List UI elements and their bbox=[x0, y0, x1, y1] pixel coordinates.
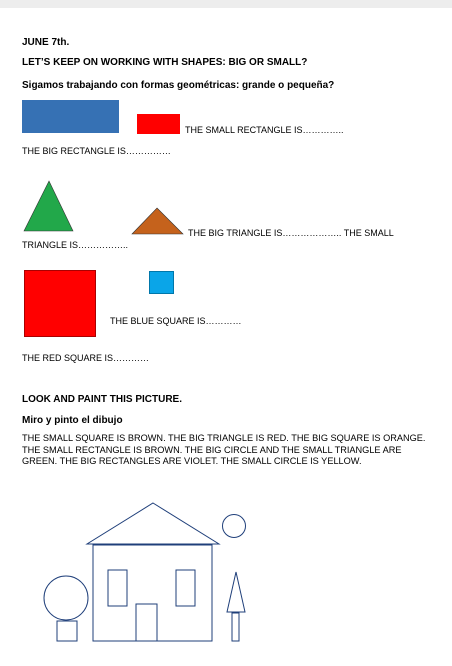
title-spanish: Sigamos trabajando con formas geométricas: grande o pequeña? bbox=[22, 80, 335, 91]
house-body-square bbox=[93, 545, 212, 641]
red-square-sentence: THE RED SQUARE IS………… bbox=[22, 353, 150, 363]
activity-instructions: THE SMALL SQUARE IS BROWN. THE BIG TRIANGLE IS RED. THE BIG SQUARE IS ORANGE. THE SMALL RECTANGLE IS BROWN. THE BIG CIRCLE AND THE SMALL TRIANGLE ARE GREEN. THE BIG RECTANGLES ARE VIOLET. THE SMALL CIRCLE IS YELLOW. bbox=[22, 433, 426, 466]
door-rectangle bbox=[136, 604, 157, 641]
right-window-rectangle bbox=[176, 570, 195, 606]
roof-triangle bbox=[87, 503, 219, 544]
title-english: LET’S KEEP ON WORKING WITH SHAPES: BIG OR SMALL? bbox=[22, 57, 308, 68]
triangle-sentence-line2: TRIANGLE IS…………….. bbox=[22, 240, 129, 250]
date-heading: JUNE 7th. bbox=[22, 37, 70, 48]
activity-title-spanish: Miro y pinto el dibujo bbox=[22, 415, 123, 426]
triangle-sentence-line1: THE BIG TRIANGLE IS……………….. THE SMALL bbox=[188, 228, 394, 238]
left-window-rectangle bbox=[108, 570, 127, 606]
pine-trunk-rectangle bbox=[232, 613, 239, 641]
small-rectangle-sentence: THE SMALL RECTANGLE IS………….. bbox=[185, 125, 344, 135]
sun-small-circle bbox=[223, 515, 246, 538]
big-rectangle-sentence: THE BIG RECTANGLE IS…………… bbox=[22, 146, 171, 156]
blue-square-sentence: THE BLUE SQUARE IS………… bbox=[110, 316, 242, 326]
pine-small-triangle bbox=[227, 572, 245, 612]
activity-title-english: LOOK AND PAINT THIS PICTURE. bbox=[22, 394, 182, 405]
tree-trunk-small-square bbox=[57, 621, 77, 641]
tree-big-circle bbox=[44, 576, 88, 620]
